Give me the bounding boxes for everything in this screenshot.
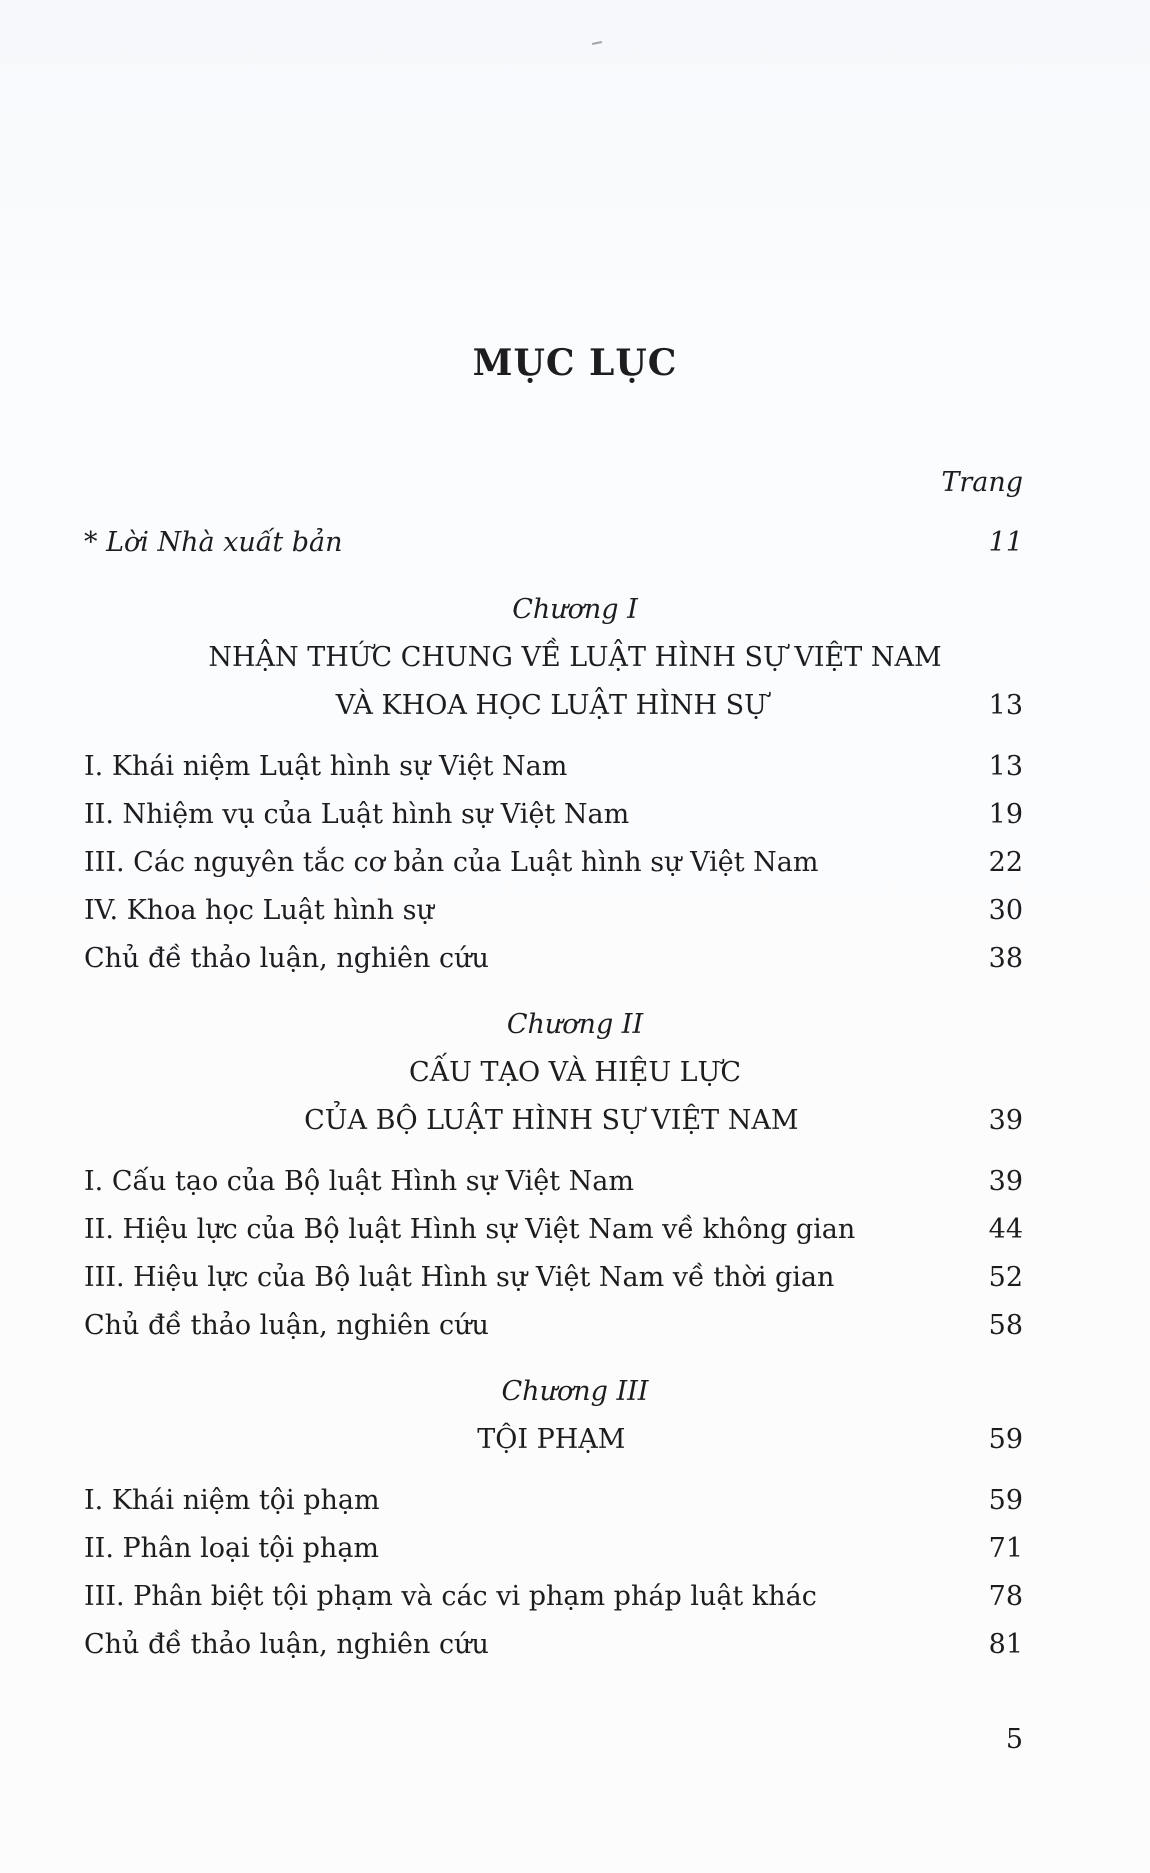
toc-entry-page: 38 xyxy=(988,943,1023,974)
toc-entry-page: 30 xyxy=(988,895,1023,926)
toc-entry-page: 78 xyxy=(988,1581,1023,1612)
toc-entry-page: 13 xyxy=(988,751,1023,782)
chapter-title-line: NHẬN THỨC CHUNG VỀ LUẬT HÌNH SỰ VIỆT NAM xyxy=(208,642,942,673)
toc-entry-label: II. Phân loại tội phạm xyxy=(84,1533,380,1564)
chapter-title-line-with-page xyxy=(84,1420,1023,1460)
toc-entry xyxy=(84,1577,1023,1617)
toc-entry xyxy=(84,843,1023,883)
page-title: MỤC LỤC xyxy=(472,342,678,384)
toc-entry-page: 59 xyxy=(988,1485,1023,1516)
toc-entry-label: Chủ đề thảo luận, nghiên cứu xyxy=(84,943,489,974)
toc-entry-label: Chủ đề thảo luận, nghiên cứu xyxy=(84,1310,489,1341)
chapter-title-line: CẤU TẠO VÀ HIỆU LỰC xyxy=(408,1057,742,1088)
toc-entry xyxy=(84,1529,1023,1569)
page-mark xyxy=(592,41,602,45)
toc-entry-page: 22 xyxy=(988,847,1023,878)
toc-entry-page: 11 xyxy=(988,527,1023,558)
toc-entry-label: III. Phân biệt tội phạm và các vi phạm pháp luật khác xyxy=(84,1581,817,1612)
toc-entry-label: I. Cấu tạo của Bộ luật Hình sự Việt Nam xyxy=(84,1166,634,1197)
toc-entry xyxy=(84,1258,1023,1298)
toc-entry-page: 81 xyxy=(988,1629,1023,1660)
toc-entry xyxy=(84,1481,1023,1521)
toc-entry xyxy=(84,1210,1023,1250)
page-number: 5 xyxy=(1005,1724,1023,1755)
toc-entry-label: III. Hiệu lực của Bộ luật Hình sự Việt Nam về thời gian xyxy=(84,1262,835,1293)
toc-entry-page: 44 xyxy=(988,1214,1023,1245)
toc-entry-label: II. Hiệu lực của Bộ luật Hình sự Việt Nam về không gian xyxy=(84,1214,856,1245)
toc-entry-label: IV. Khoa học Luật hình sự xyxy=(84,895,434,926)
page-column-header: Trang xyxy=(941,467,1023,498)
toc-entry xyxy=(84,795,1023,835)
toc-entry-label: III. Các nguyên tắc cơ bản của Luật hình sự Việt Nam xyxy=(84,847,819,878)
toc-entry xyxy=(84,891,1023,931)
chapter-title-text: TỘI PHẠM xyxy=(477,1424,626,1455)
toc-entry-label: * Lời Nhà xuất bản xyxy=(84,527,343,558)
toc-entry-page: 58 xyxy=(988,1310,1023,1341)
toc-entry-label: II. Nhiệm vụ của Luật hình sự Việt Nam xyxy=(84,799,630,830)
chapter-heading: Chương III xyxy=(501,1376,649,1407)
chapter-heading: Chương II xyxy=(506,1009,644,1040)
toc-entry-label: I. Khái niệm tội phạm xyxy=(84,1485,380,1516)
toc-entry-label: Chủ đề thảo luận, nghiên cứu xyxy=(84,1629,489,1660)
toc-entry xyxy=(84,1162,1023,1202)
chapter-title-text: CỦA BỘ LUẬT HÌNH SỰ VIỆT NAM xyxy=(304,1105,799,1136)
toc-entry-page: 71 xyxy=(988,1533,1023,1564)
toc-entry-label: I. Khái niệm Luật hình sự Việt Nam xyxy=(84,751,568,782)
toc-entry-page: 52 xyxy=(988,1262,1023,1293)
toc-entry-page: 39 xyxy=(988,1166,1023,1197)
chapter-page: 13 xyxy=(988,690,1023,721)
toc-entry xyxy=(84,1306,1023,1346)
toc-entry xyxy=(84,939,1023,979)
toc-entry xyxy=(84,1625,1023,1665)
toc-entry-page: 19 xyxy=(988,799,1023,830)
chapter-page: 59 xyxy=(988,1424,1023,1455)
chapter-title-text: VÀ KHOA HỌC LUẬT HÌNH SỰ xyxy=(335,690,767,721)
chapter-title-line-with-page xyxy=(84,1101,1023,1141)
chapter-page: 39 xyxy=(988,1105,1023,1136)
chapter-title-line-with-page xyxy=(84,686,1023,726)
toc-entry xyxy=(84,747,1023,787)
preface-entry xyxy=(84,523,1023,563)
chapter-heading: Chương I xyxy=(512,594,638,625)
